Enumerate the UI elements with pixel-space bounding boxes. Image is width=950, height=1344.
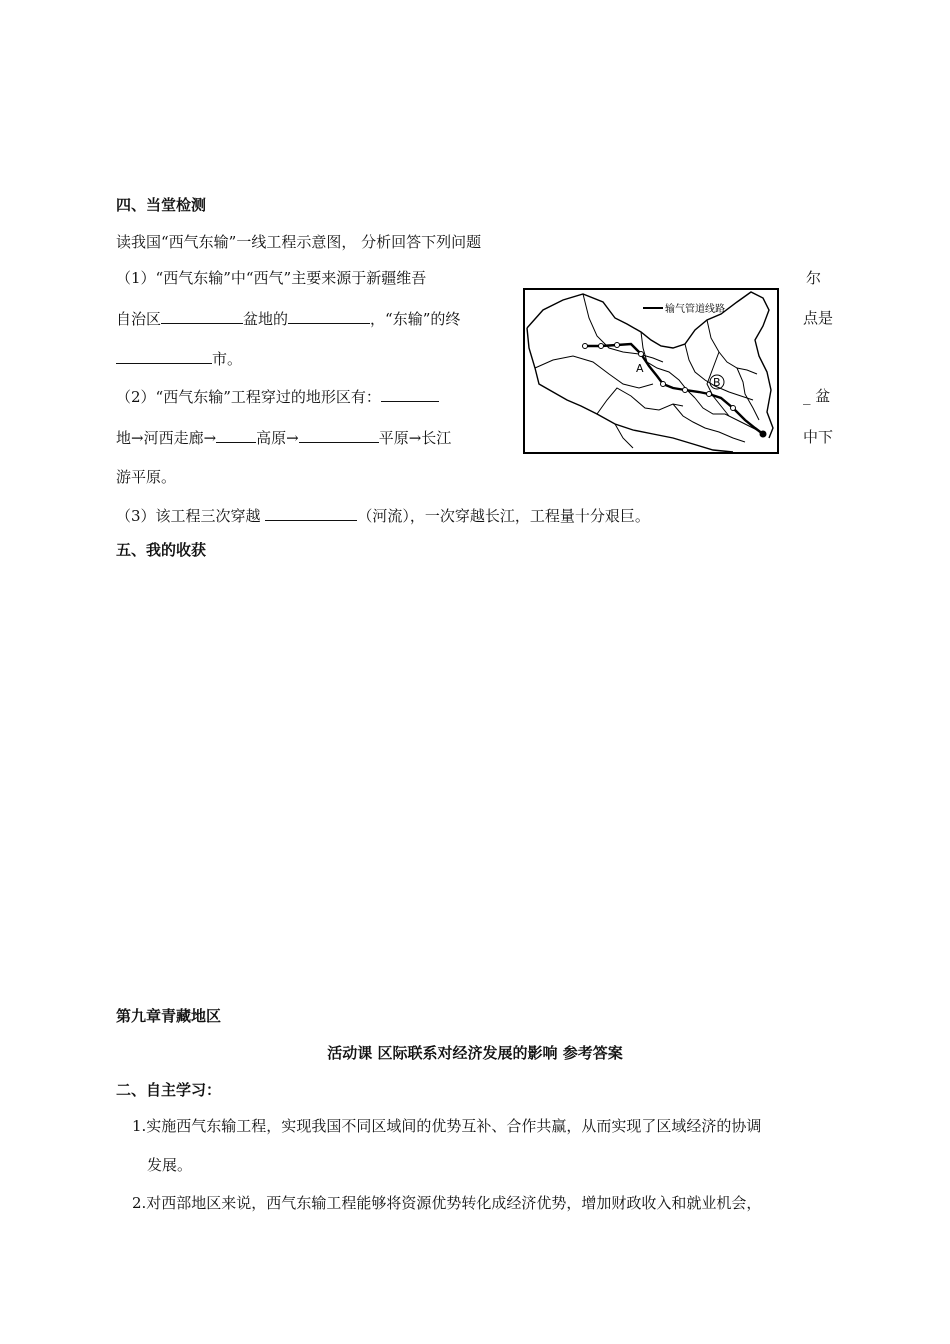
answers-title: 活动课 区际联系对经济发展的影响 参考答案 bbox=[327, 1044, 623, 1062]
section4-intro: 读我国“西气东输”一线工程示意图， 分析回答下列问题 bbox=[116, 233, 482, 251]
section5-heading: 五、我的收获 bbox=[116, 541, 207, 559]
section2-heading: 二、自主学习： bbox=[116, 1081, 222, 1099]
map-label-b: B bbox=[713, 376, 721, 389]
chapter-title: 第九章青藏地区 bbox=[116, 1007, 222, 1025]
q1-line2 bbox=[116, 308, 460, 329]
q2-line1 bbox=[116, 386, 439, 407]
answer-blank-plateau[interactable] bbox=[216, 427, 256, 443]
q3-text-a: （3）该工程三次穿越 bbox=[116, 507, 266, 525]
pipeline-map bbox=[523, 288, 779, 454]
q2-text-a: （2）“西气东输”工程穿过的地形区有： bbox=[116, 388, 381, 406]
q3-text-b: （河流），一次穿越长江，工程量十分艰巨。 bbox=[357, 507, 650, 525]
q1-line2-right: 点是 bbox=[803, 309, 834, 327]
q3-line bbox=[116, 505, 650, 526]
q1-text-end: 市。 bbox=[212, 350, 243, 368]
q1-line1-right: 尔 bbox=[806, 269, 822, 287]
q2-line3: 游平原。 bbox=[116, 468, 177, 486]
q2-text-c2: 平原→长江 bbox=[378, 429, 452, 447]
q2-line2 bbox=[116, 427, 451, 448]
section4-heading: 四、当堂检测 bbox=[116, 196, 207, 214]
answer-blank-river[interactable] bbox=[265, 505, 357, 521]
map-legend: 输气管道线路 bbox=[665, 304, 725, 315]
map-label-a: A bbox=[636, 362, 644, 375]
q2-text-b2: 高原→ bbox=[256, 429, 299, 447]
q1-text-c: ，“东输”的终 bbox=[370, 310, 461, 328]
answer-item-1-line1: 1.实施西气东输工程，实现我国不同区域间的优势互补、合作共赢，从而实现了区域经济的协调 bbox=[132, 1117, 762, 1135]
answer-item-1-line2: 发展。 bbox=[147, 1156, 193, 1174]
q2-text-a2: 地→河西走廊→ bbox=[116, 429, 217, 447]
q2-line2-right: 中下 bbox=[803, 428, 834, 446]
q1-line1: （1）“西气东输”中“西气”主要来源于新疆维吾 bbox=[116, 269, 427, 287]
answer-blank-basin2[interactable] bbox=[381, 386, 439, 402]
q1-text-b: 盆地的 bbox=[243, 310, 289, 328]
q2-line1-right: _ 盆 bbox=[803, 387, 831, 405]
q1-text-a: 自治区 bbox=[116, 310, 162, 328]
answer-blank-region[interactable] bbox=[161, 308, 243, 324]
answer-item-2-line1: 2.对西部地区来说，西气东输工程能够将资源优势转化成经济优势，增加财政收入和就业机会， bbox=[132, 1194, 762, 1212]
q1-line3 bbox=[116, 348, 242, 369]
answer-blank-city[interactable] bbox=[116, 348, 212, 364]
answer-blank-basin[interactable] bbox=[288, 308, 370, 324]
answer-blank-plain[interactable] bbox=[299, 427, 379, 443]
